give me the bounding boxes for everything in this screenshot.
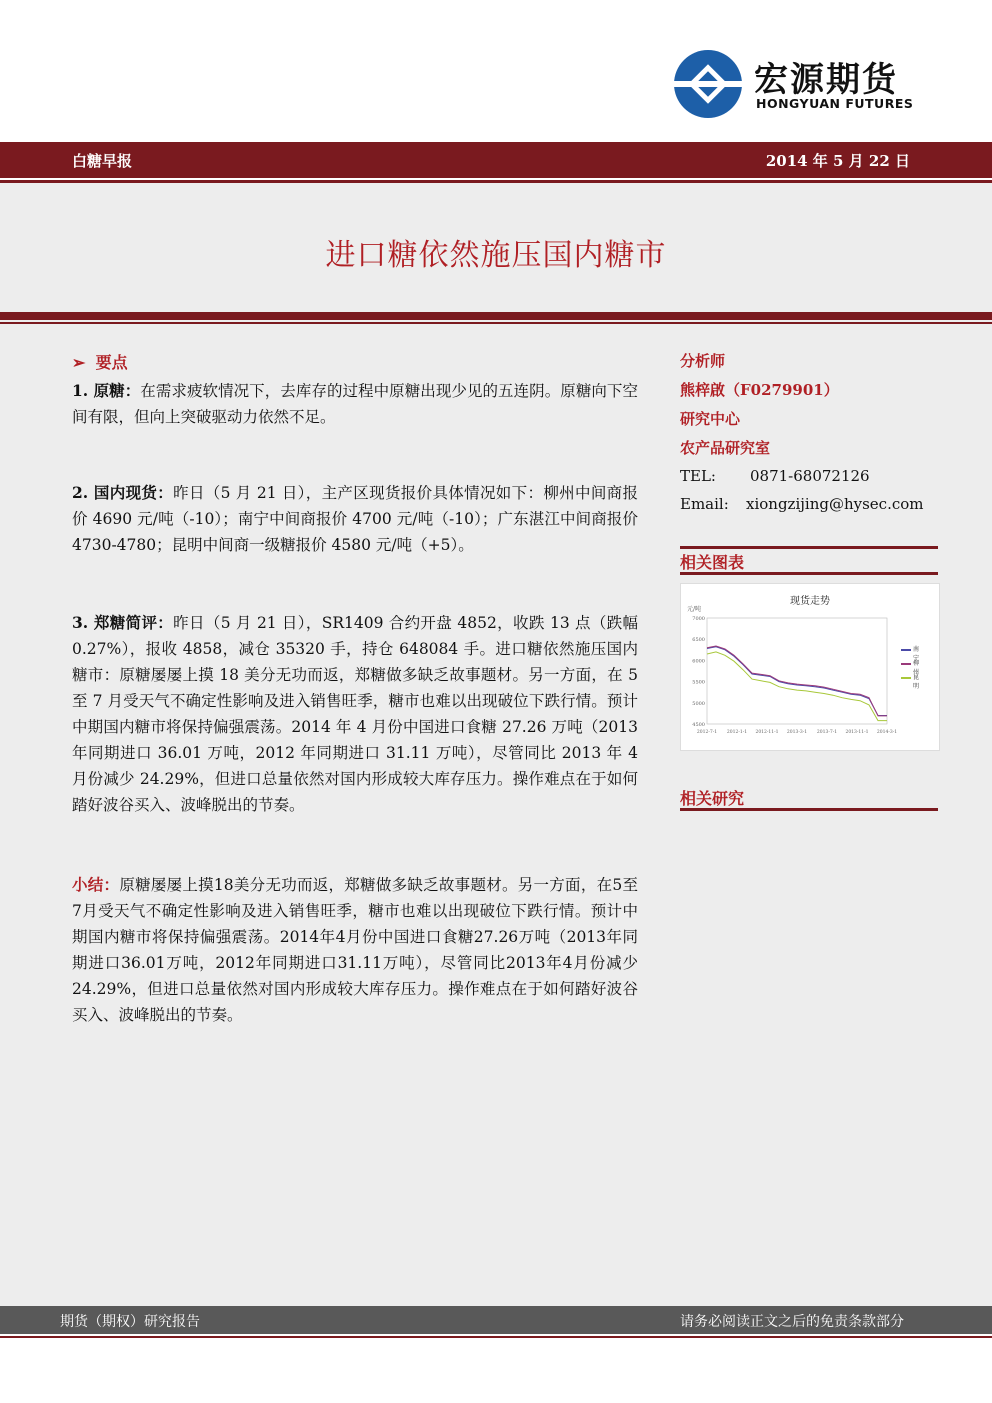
analyst-subdept: 农产品研究室	[680, 439, 771, 457]
summary-label: 小结：	[72, 875, 120, 894]
x-tick-label: 2014-3-1	[876, 730, 898, 735]
footer-report-type: 期货（期权）研究报告	[60, 1314, 200, 1330]
chart-axes-frame	[707, 618, 887, 724]
point-text: 昨日（5 月 21 日），SR1409 合约开盘 4852，收跌 13 点（跌幅 0.27%），报收 4858，减仓 35320 手，持仓 648084 手。进口糖依然施压国内糖市：原糖屡屡上摸 18 美分无功而返，郑糖做多缺乏故事题材。另一方面，在 5 至 7 月受天气不确定性影响及进入销售旺季，糖市也难以出现破位下跌行情。预计中期国内糖市将保持偏强震荡。2014 年 4 月份中国进口食糖 27.26 万吨（2013 年同期进口 36.01 万吨，2012 年同期进口 31.11 万吨），尽管同比 2013 年 4 月份减少 24.29%，但进口总量依然对国内形成较大库存压力。操作难点在于如何踏好波谷买入、波峰脱出的节奏。	[72, 614, 639, 814]
analyst-dept: 研究中心	[680, 410, 741, 428]
logo-chinese-name: 宏源期货	[754, 60, 898, 100]
footer-divider	[0, 1336, 992, 1338]
y-tick-label: 5500	[692, 679, 705, 686]
report-type: 白糖早报	[72, 152, 133, 170]
analyst-name: 熊梓啟（F0279901）	[680, 381, 839, 399]
point-raw-sugar	[72, 378, 638, 430]
series-line-0	[707, 647, 887, 716]
analyst-tel: TEL: 0871-68072126	[680, 467, 870, 485]
title-divider	[0, 312, 992, 320]
key-points-heading: ➢ 要点	[72, 350, 128, 376]
related-research-title: 相关研究	[680, 789, 745, 808]
x-tick-label: 2012-1-1	[726, 730, 748, 735]
header-bar	[0, 142, 992, 178]
arrow-bullet-icon: ➢	[72, 353, 86, 372]
analyst-label: 分析师	[680, 352, 726, 370]
company-logo	[672, 44, 922, 124]
y-tick-label: 7000	[692, 616, 705, 622]
related-charts-header	[680, 546, 938, 576]
point-zhengzhou-sugar	[72, 610, 638, 818]
point-label: 2. 国内现货：	[72, 483, 174, 502]
point-label: 3. 郑糖简评：	[72, 613, 174, 632]
footer-bar	[0, 1306, 992, 1334]
report-title: 进口糖依然施压国内糖市	[325, 238, 667, 273]
logo-english-name: HONGYUAN FUTURES	[756, 96, 914, 111]
point-label: 1. 原糖：	[72, 381, 141, 400]
spot-price-chart: 现货走势 元/吨 7000 6500 6000 5500 5000 4500 2012-7-1 2012-1-1 2012-11-1 2013-3-1 2013-7-1 2013-11-1 2014-3-1 南宁 柳州 昆明	[680, 583, 940, 751]
summary-text: 原糖屡屡上摸18美分无功而返，郑糖做多缺乏故事题材。另一方面，在5至7月受天气不确定性影响及进入销售旺季，糖市也难以出现破位下跌行情。预计中期国内糖市将保持偏强震荡。2014年4月份中国进口食糖27.26万吨（2013年同期进口36.01万吨，2012年同期进口31.11万吨），尽管同比2013年4月份减少24.29%，但进口总量依然对国内形成较大库存压力。操作难点在于如何踏好波谷买入、波峰脱出的节奏。	[72, 876, 638, 1024]
y-tick-label: 4500	[692, 722, 705, 728]
y-tick-label: 5000	[692, 700, 705, 707]
series-line-2	[707, 652, 887, 721]
tel-value: 0871-68072126	[750, 467, 870, 485]
chart-plot	[681, 584, 939, 750]
related-charts-title: 相关图表	[680, 553, 745, 572]
y-tick-label: 6500	[692, 637, 705, 644]
point-text: 在需求疲软情况下，去库存的过程中原糖出现少见的五连阴。原糖向下空间有限，但向上突破驱动力依然不足。	[72, 382, 638, 426]
report-date: 2014 年 5 月 22 日	[765, 152, 910, 170]
x-tick-label: 2012-11-1	[755, 730, 779, 735]
chart-title: 现货走势	[790, 596, 830, 607]
y-tick-label: 6000	[692, 658, 705, 665]
chart-y-unit: 元/吨	[687, 606, 702, 613]
title-divider-thin	[0, 322, 992, 324]
related-research-header	[680, 782, 938, 812]
hongyuan-logo-icon	[672, 48, 744, 120]
footer-disclaimer-note: 请务必阅读正文之后的免责条款部分	[680, 1314, 904, 1330]
summary	[72, 872, 638, 1028]
point-domestic-spot	[72, 480, 638, 558]
analyst-email: Email: xiongzijing@hysec.com	[680, 495, 924, 513]
x-tick-label: 2013-7-1	[816, 730, 838, 735]
x-tick-label: 2012-7-1	[696, 730, 718, 735]
email-link[interactable]: xiongzijing@hysec.com	[746, 495, 924, 513]
point-text: 昨日（5 月 21 日），主产区现货报价具体情况如下：柳州中间商报价 4690 元/吨（-10）；南宁中间商报价 4700 元/吨（-10）；广东湛江中间商报价 4730-4780；昆明中间商一级糖报价 4580 元/吨（+5）。	[72, 484, 639, 554]
x-tick-label: 2013-11-1	[845, 730, 869, 735]
x-tick-label: 2013-3-1	[786, 730, 808, 735]
